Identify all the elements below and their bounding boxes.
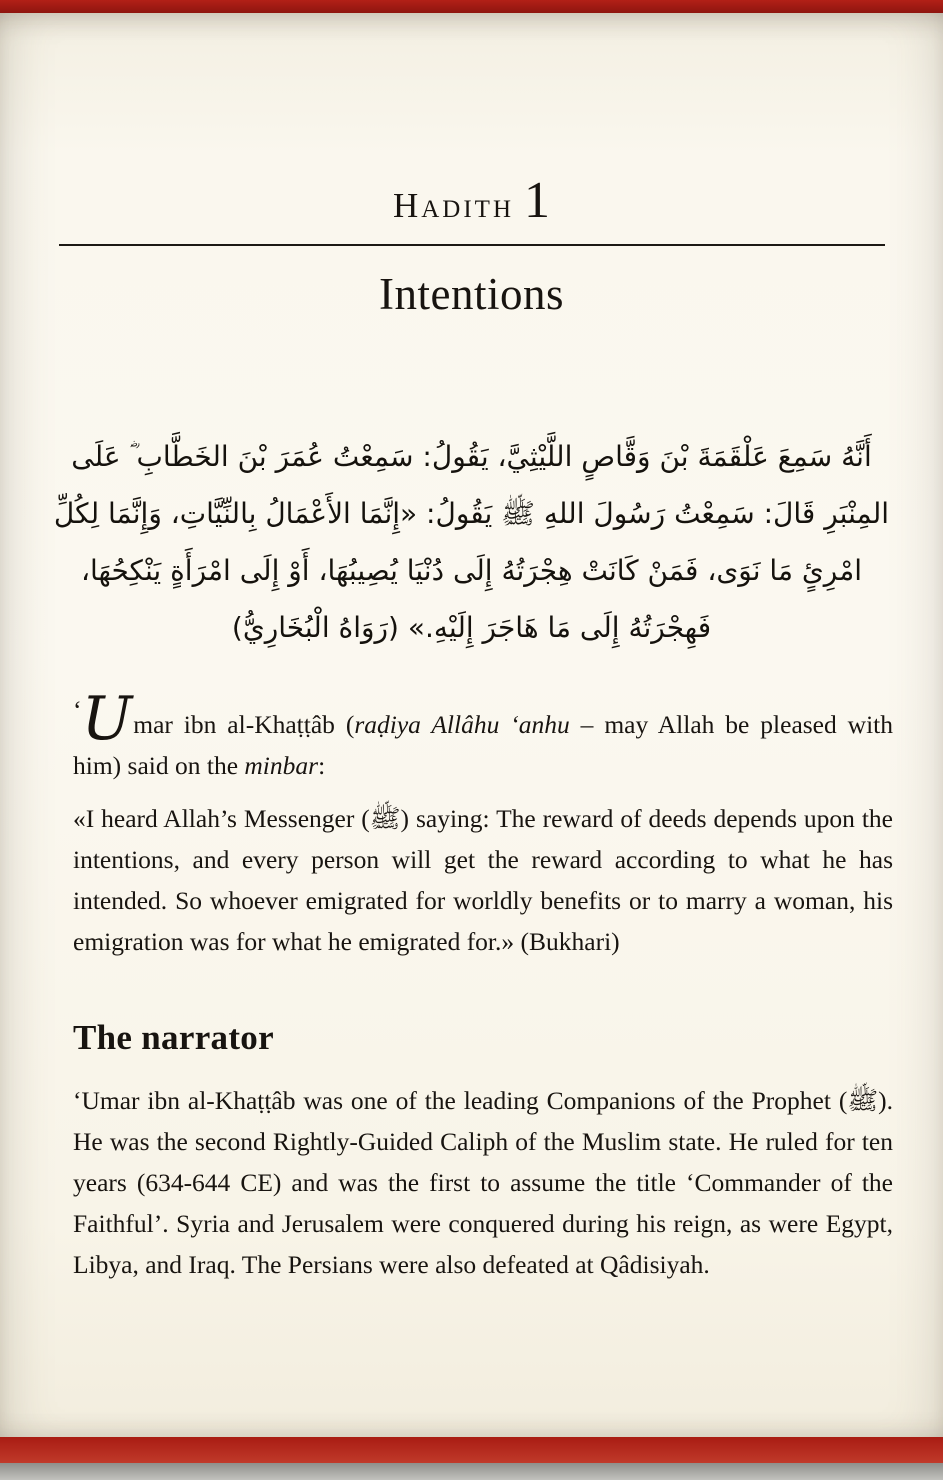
arabic-line-2: المِنْبَرِ قَالَ: سَمِعْتُ رَسُولَ اللهِ ﷺ يَقُولُ: «إِنَّمَا الأَعْمَالُ بِالنِّيَّاتِ، وَإِنَّمَا لِكُلِّ <box>53 497 890 530</box>
intro-text-1: mar ibn al-Khaṭṭâb ( <box>133 710 355 739</box>
narration-chain-paragraph <box>0 684 943 786</box>
arabic-line-4: فَهِجْرَتُهُ إِلَى مَا هَاجَرَ إِلَيْهِ.» (رَوَاهُ الْبُخَارِيُّ) <box>231 611 712 644</box>
intro-colon: : <box>318 751 326 780</box>
chapter-number: 1 <box>524 172 551 229</box>
decorative-initial-letter: U <box>81 684 133 754</box>
surface-below-book <box>0 1463 943 1480</box>
intro-text-2: – may Allah be pleased with him) said on the <box>73 710 894 780</box>
arabic-line-1: أَنَّهُ سَمِعَ عَلْقَمَةَ بْنَ وَقَّاصٍ اللَّيْثِيَّ، يَقُولُ: سَمِعْتُ عُمَرَ بْنَ الخَطَّابِ ؓ عَلَى <box>71 440 872 473</box>
book-cover-top-edge <box>0 0 943 13</box>
hadith-translation-paragraph: «I heard Allah’s Messenger (ﷺ) saying: The reward of deeds depends upon the intentions, and every person will get the reward according to what he has intended. So whoever emigrated for worldly benefits or to marry a woman, his emigration was for what he emigrated for.» (Bukhari) <box>73 804 893 956</box>
narrator-biography-paragraph: ‘Umar ibn al-Khaṭṭâb was one of the leading Companions of the Prophet (ﷺ). He was the second Rightly-Guided Caliph of the Muslim state. He ruled for ten years (634-644 CE) and was the first to assume the title ‘Commander of the Faithful’. Syria and Jerusalem were conquered during his reign, as were Egypt, Libya, and Iraq. The Persians were also defeated at Qâdisiyah. <box>73 1086 893 1279</box>
narrator-section-heading: The narrator <box>73 1018 274 1057</box>
initial-apostrophe: ‘ <box>73 696 82 725</box>
intro-transliteration: raḍiya Allâhu ‘anhu <box>354 710 570 739</box>
book-page <box>0 13 943 1437</box>
book-cover-bottom-edge <box>0 1437 943 1463</box>
hadith-arabic-text <box>0 428 943 656</box>
chapter-header <box>0 171 943 230</box>
intro-minbar-word: minbar <box>244 751 319 780</box>
header-rule <box>59 244 885 246</box>
chapter-title-word: Hadith <box>392 186 515 225</box>
page-title: Intentions <box>379 269 564 319</box>
arabic-line-3: امْرِئٍ مَا نَوَى، فَمَنْ كَانَتْ هِجْرَتُهُ إِلَى دُنْيَا يُصِيبُهَا، أَوْ إِلَى امْرَأَةٍ يَنْكِحُهَا، <box>80 554 863 587</box>
